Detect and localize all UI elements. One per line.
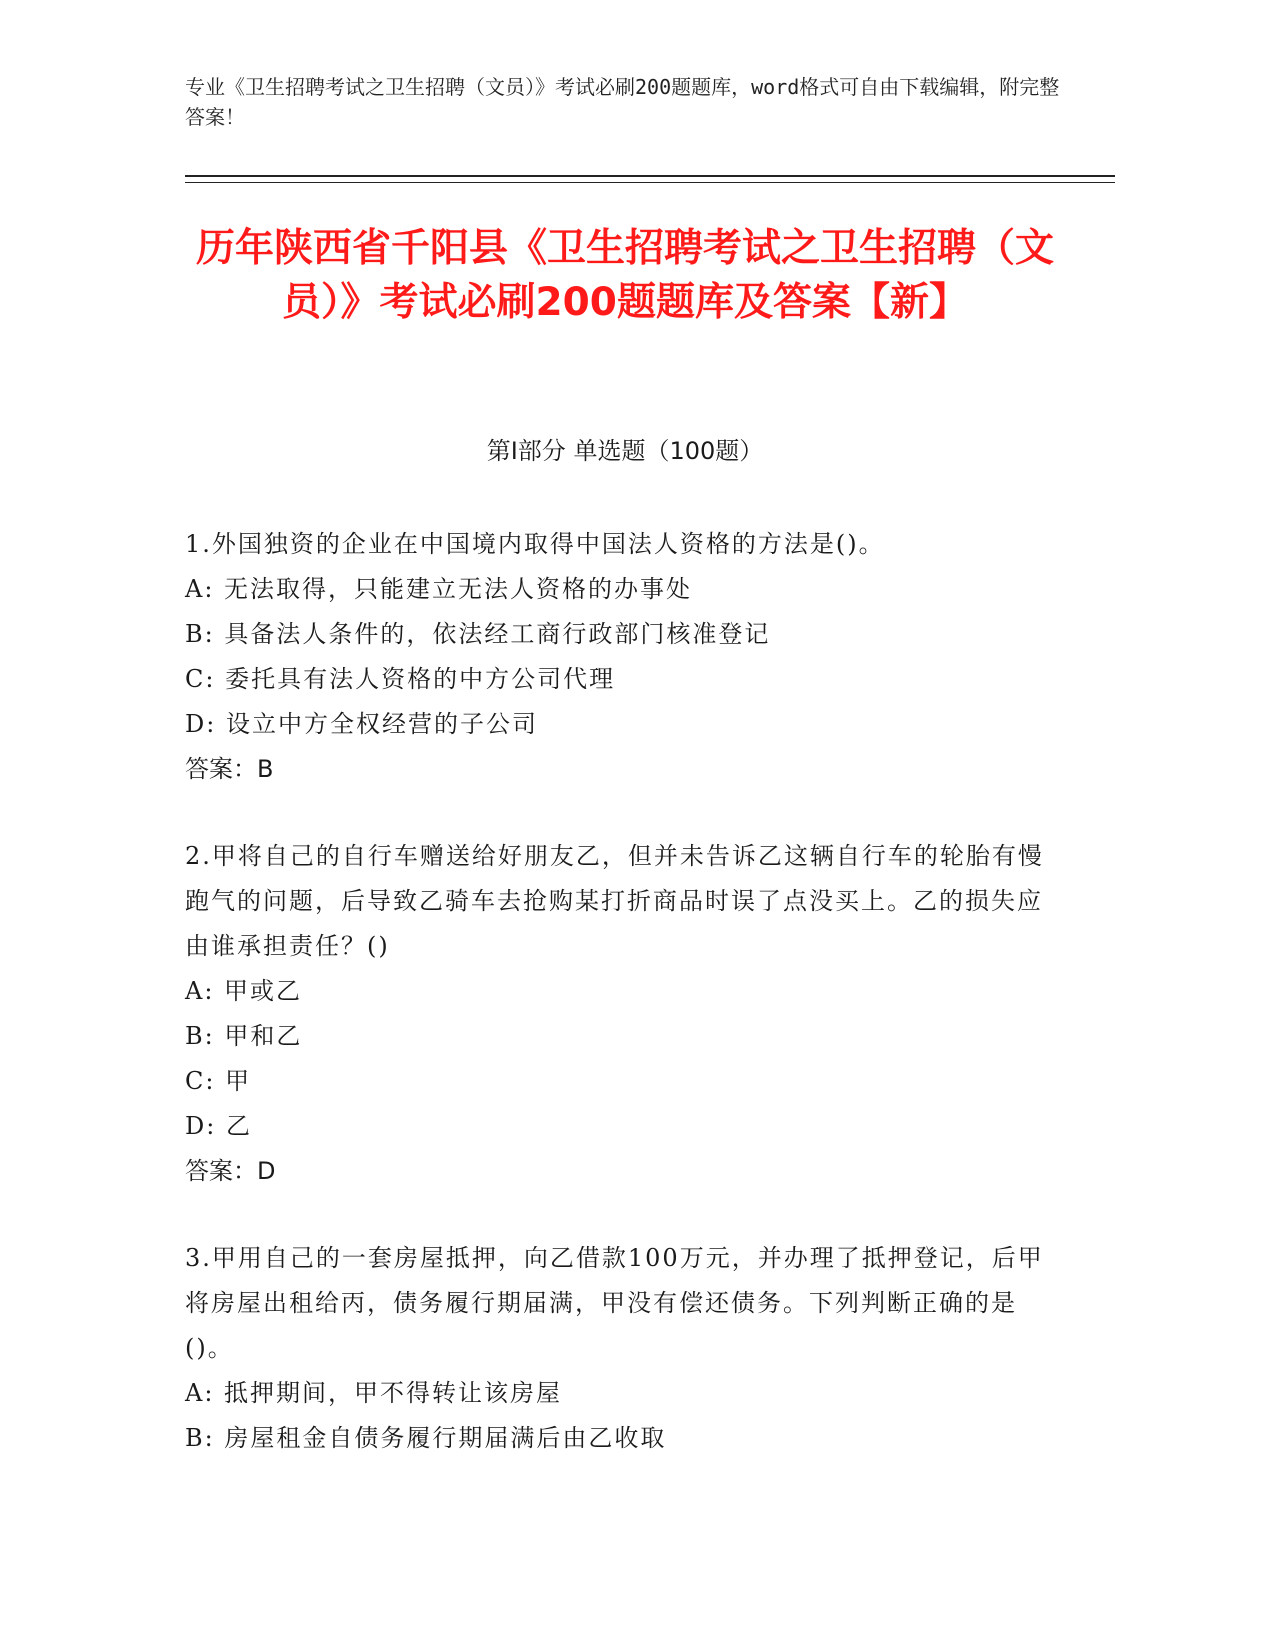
option-c: C: 委托具有法人资格的中方公司代理 bbox=[185, 665, 616, 693]
option-b: B: 具备法人条件的，依法经工商行政部门核准登记 bbox=[185, 620, 771, 648]
question-text: 3.甲用自己的一套房屋抵押，向乙借款100万元，并办理了抵押登记，后甲将房屋出租给丙，债务履行期届满，甲没有偿还债务。下列判断正确的是()。 bbox=[185, 1244, 1044, 1362]
document-title: 历年陕西省千阳县《卫生招聘考试之卫生招聘（文员）》考试必刷200题题库及答案【新】 bbox=[195, 226, 1054, 325]
option-d: D: 乙 bbox=[185, 1112, 252, 1140]
answer: 答案：D bbox=[185, 1157, 276, 1185]
option-a: A: 抵押期间，甲不得转让该房屋 bbox=[185, 1379, 563, 1407]
question-1 bbox=[185, 522, 1065, 792]
option-b: B: 房屋租金自债务履行期届满后由乙收取 bbox=[185, 1424, 667, 1452]
question-list bbox=[185, 522, 1065, 1503]
option-c: C: 甲 bbox=[185, 1067, 252, 1095]
header-divider-thin bbox=[185, 182, 1115, 183]
option-a: A: 甲或乙 bbox=[185, 977, 303, 1005]
question-2 bbox=[185, 834, 1065, 1194]
question-3 bbox=[185, 1236, 1065, 1461]
answer: 答案：B bbox=[185, 755, 274, 783]
option-a: A: 无法取得，只能建立无法人资格的办事处 bbox=[185, 575, 693, 603]
option-b: B: 甲和乙 bbox=[185, 1022, 303, 1050]
header-divider bbox=[185, 175, 1115, 177]
option-d: D: 设立中方全权经营的子公司 bbox=[185, 710, 538, 738]
question-text: 2.甲将自己的自行车赠送给好朋友乙，但并未告诉乙这辆自行车的轮胎有慢跑气的问题，后导致乙骑车去抢购某打折商品时误了点没买上。乙的损失应由谁承担责任？() bbox=[185, 842, 1044, 960]
question-text: 1.外国独资的企业在中国境内取得中国法人资格的方法是()。 bbox=[185, 530, 885, 558]
section-title: 第I部分 单选题（100题） bbox=[486, 437, 764, 465]
header-note: 专业《卫生招聘考试之卫生招聘（文员）》考试必刷200题题库，word格式可自由下载编辑，附完整答案！ bbox=[185, 75, 1060, 129]
